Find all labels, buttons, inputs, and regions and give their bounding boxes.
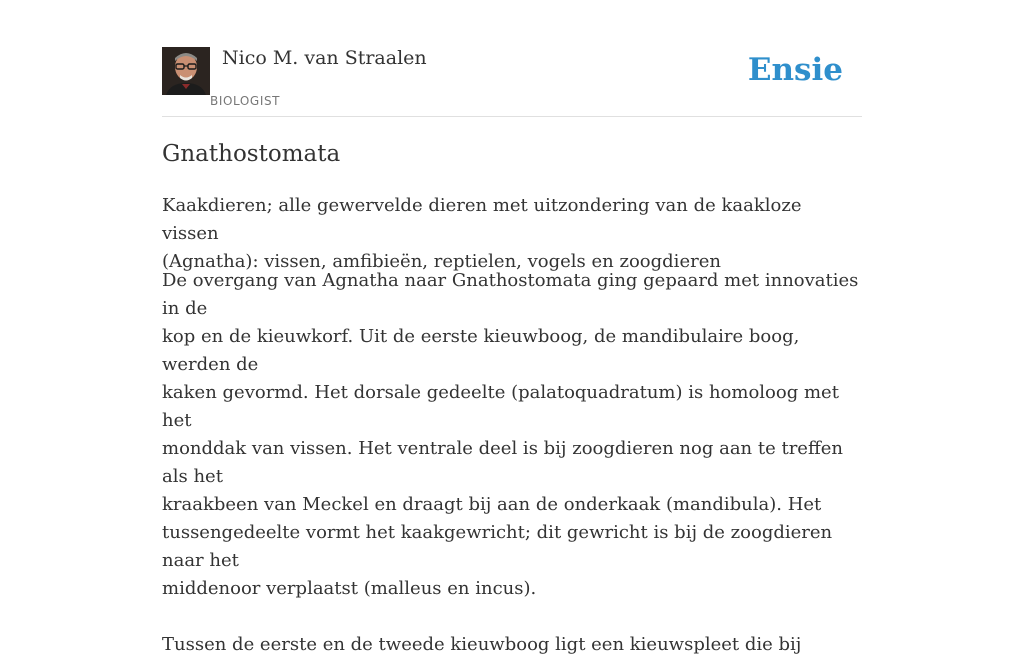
entry-page <box>162 0 862 655</box>
entry-body <box>162 267 862 659</box>
author-name[interactable]: Nico M. van Straalen <box>222 47 427 69</box>
author-header <box>162 0 862 117</box>
definition-text: Kaakdieren; alle gewervelde dieren met uitzondering van de kaakloze vissen (Agnatha): vissen, amfibieën, reptielen, vogels en zoogdieren <box>162 195 802 272</box>
author-role: BIOLOGIST <box>210 94 281 108</box>
entry-definition <box>162 192 862 276</box>
entry-title: Gnathostomata <box>162 141 341 167</box>
author-avatar[interactable] <box>162 47 210 95</box>
author-portrait-icon <box>162 47 210 95</box>
body-paragraph: Tussen de eerste en de tweede kieuwboog ligt een kieuwspleet die bij <box>162 634 802 655</box>
ensie-logo[interactable]: Ensie <box>747 52 843 88</box>
body-paragraph: De overgang van Agnatha naar Gnathostomata ging gepaard met innovaties in de kop en de kieuwkorf. Uit de eerste kieuwboog, de mandibulaire boog, werden de kaken gevormd. Het dorsale gedeelte (palatoquadratum) is homoloog met het monddak van vissen. Het ventrale deel is bij zoogdieren nog aan te treffen als het kraakbeen van Meckel en draagt bij aan de onderkaak (mandibula). Het tussengedeelte vormt het kaakgewricht; dit gewricht is bij de zoogdieren naar het middenoor verplaatst (malleus en incus). <box>162 270 859 599</box>
